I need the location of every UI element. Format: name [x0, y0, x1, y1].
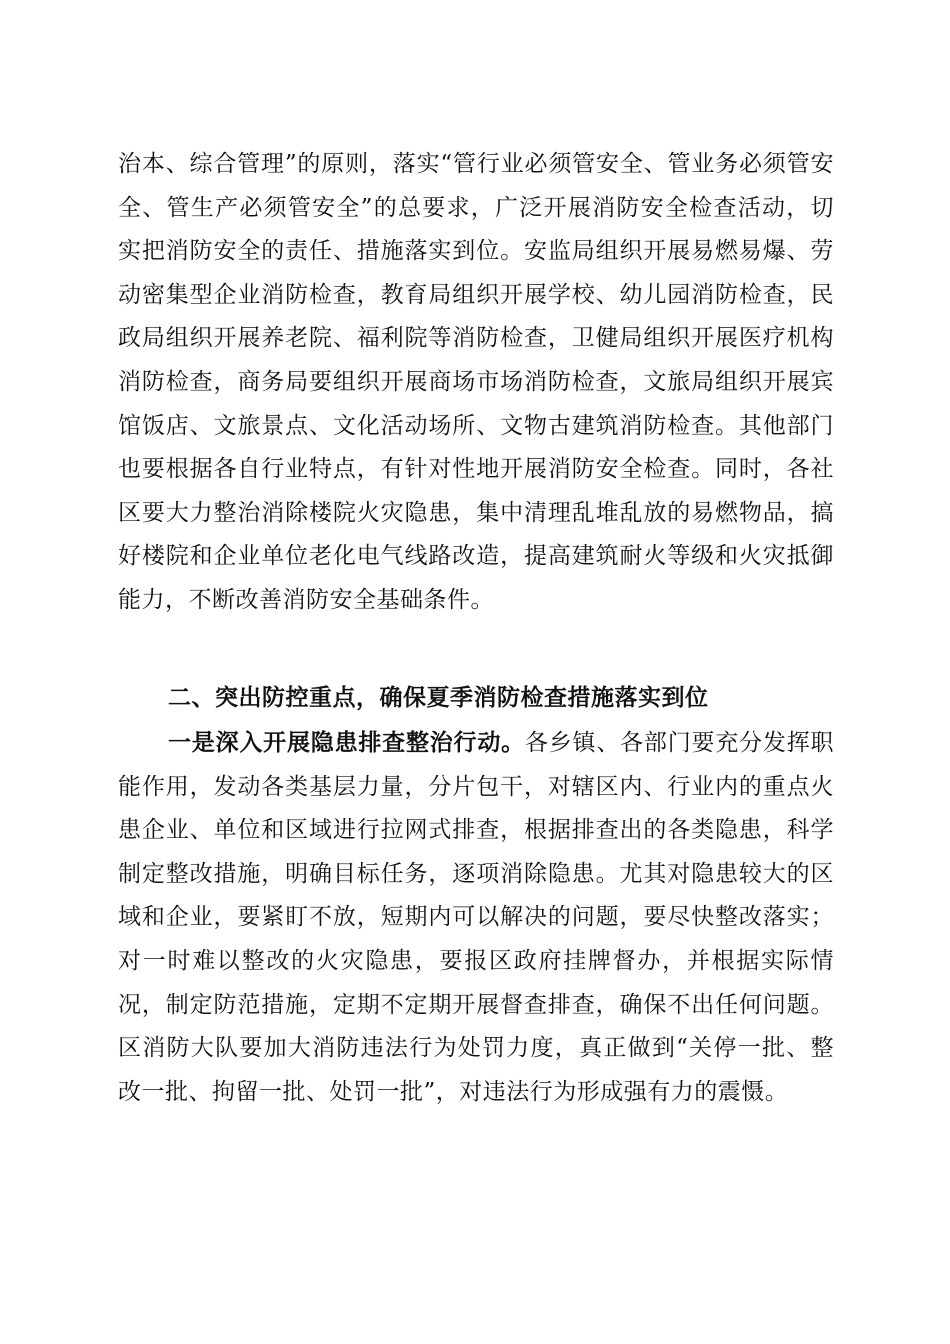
- body-paragraph-2: [118, 721, 834, 1114]
- section-heading: 二、突出防控重点，确保夏季消防检查措施落实到位: [168, 685, 709, 711]
- paragraph-body-text: 各乡镇、各部门要充分发挥职能作用，发动各类基层力量，分片包干，对辖区内、行业内的重点火患企业、单位和区域进行拉网式排查，根据排查出的各类隐患，科学制定整改措施，明确目标任务，逐项消除隐患。尤其对隐患较大的区域和企业，要紧盯不放，短期内可以解决的问题，要尽快整改落实；对一时难以整改的火灾隐患，要报区政府挂牌督办，并根据实际情况，制定防范措施，定期不定期开展督查排查，确保不出任何问题。区消防大队要加大消防违法行为处罚力度，真正做到“关停一批、整改一批、拘留一批、处罚一批”，对违法行为形成强有力的震慑。: [118, 730, 835, 1105]
- body-paragraph-1: 治本、综合管理”的原则，落实“管行业必须管安全、管业务必须管安全、管生产必须管安全”的总要求，广泛开展消防安全检查活动，切实把消防安全的责任、措施落实到位。安监局组织开展易燃易爆、劳动密集型企业消防检查，教育局组织开展学校、幼儿园消防检查，民政局组织开展养老院、福利院等消防检查，卫健局组织开展医疗机构消防检查，商务局要组织开展商场市场消防检查，文旅局组织开展宾馆饭店、文旅景点、文化活动场所、文物古建筑消防检查。其他部门也要根据各自行业特点，有针对性地开展消防安全检查。同时，各社区要大力整治消除楼院火灾隐患，集中清理乱堆乱放的易燃物品，搞好楼院和企业单位老化电气线路改造，提高建筑耐火等级和火灾抵御能力，不断改善消防安全基础条件。: [118, 151, 834, 613]
- paragraph-lead-sentence: 一是深入开展隐患排查整治行动。: [168, 729, 525, 756]
